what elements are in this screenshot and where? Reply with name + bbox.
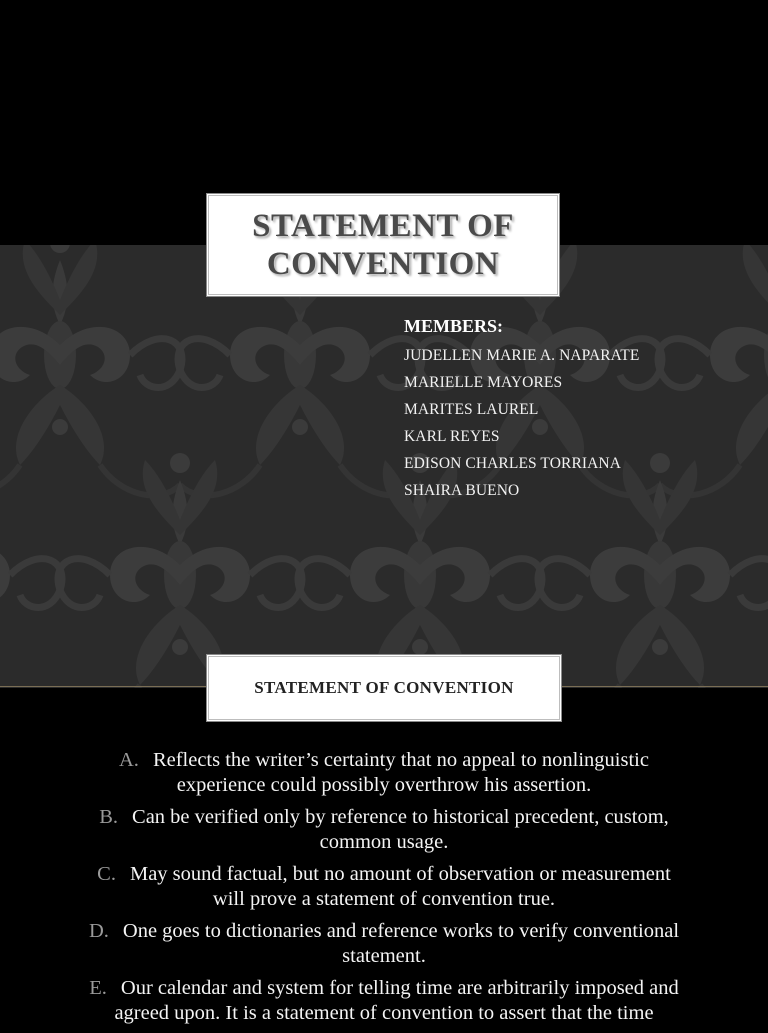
member-name: JUDELLEN MARIE A. NAPARATE <box>404 347 640 364</box>
point-text-line1: One goes to dictionaries and reference works to verify conventional <box>122 920 680 942</box>
slide-title-line2: CONVENTION <box>266 246 500 282</box>
content-title-box <box>208 656 560 720</box>
point-text-line2: common usage. <box>319 831 449 853</box>
member-name: MARIELLE MAYORES <box>404 374 563 391</box>
content-slide-title: STATEMENT OF CONVENTION <box>254 678 514 697</box>
member-name: KARL REYES <box>404 428 500 445</box>
point-text-line2: experience could possibly overthrow his assertion. <box>176 774 592 796</box>
slide-title-line1: STATEMENT OF <box>252 208 514 244</box>
points-list <box>40 748 728 1033</box>
point-item <box>40 919 728 969</box>
members-list <box>404 342 744 504</box>
point-item <box>40 805 728 855</box>
content-slide <box>0 678 768 1024</box>
point-letter: B. <box>99 806 119 828</box>
point-text-line1: May sound factual, but no amount of observation or measurement <box>129 863 671 885</box>
point-item <box>40 862 728 912</box>
point-text-line1: Our calendar and system for telling time are arbitrarily imposed and <box>120 977 679 999</box>
point-item <box>40 748 728 798</box>
member-name: MARITES LAUREL <box>404 401 539 418</box>
point-text-line1: Can be verified only by reference to historical precedent, custom, <box>132 806 669 828</box>
point-letter: C. <box>97 863 116 885</box>
point-text-line1: Reflects the writer’s certainty that no appeal to nonlinguistic <box>152 749 649 771</box>
slide-title <box>244 207 522 283</box>
member-name: EDISON CHARLES TORRIANA <box>404 455 622 472</box>
point-text-line2: statement. <box>342 945 426 967</box>
point-letter: E. <box>89 977 107 999</box>
point-text-line2: agreed upon. It is a statement of convention to assert that the time <box>114 1002 654 1024</box>
members-heading: MEMBERS: <box>404 316 503 336</box>
point-text-line2: will prove a statement of convention true. <box>212 888 556 910</box>
member-name: SHAIRA BUENO <box>404 482 520 499</box>
title-box <box>208 195 558 295</box>
point-letter: A. <box>119 749 139 771</box>
members-block <box>404 314 744 504</box>
point-item <box>40 976 728 1026</box>
point-letter: D. <box>88 920 109 942</box>
